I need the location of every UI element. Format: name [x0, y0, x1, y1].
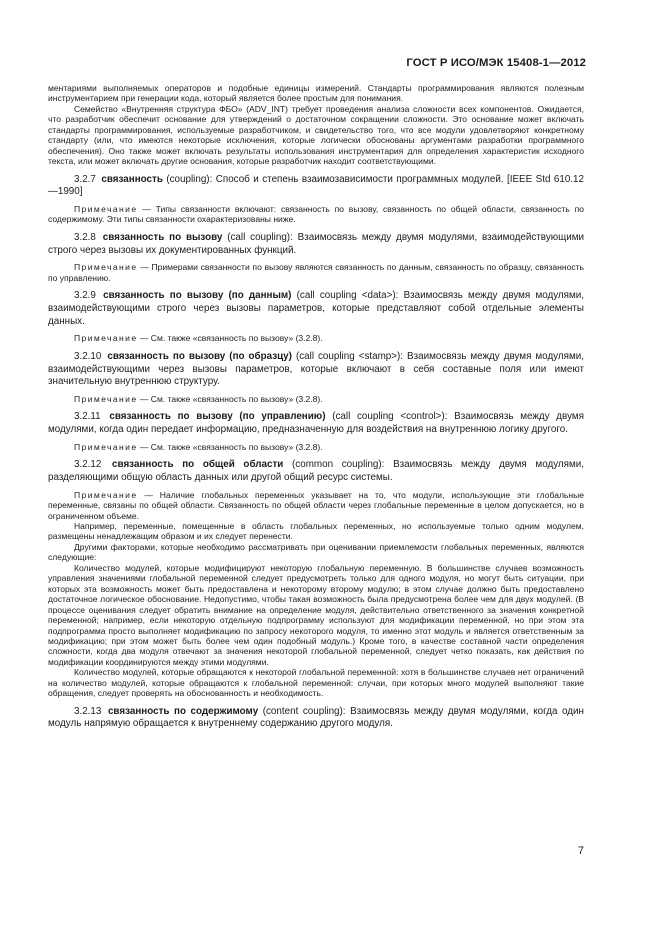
definition-number: 3.2.7 — [74, 173, 96, 185]
note-paragraph — [48, 204, 584, 225]
definition-text: (call coupling <control>): Взаимосвязь между двумя модулями, когда один передает информацию, предназначенную для воздействия на внутреннюю логику другого. — [48, 411, 584, 436]
defined-term: связанность по вызову (по данным) — [103, 290, 292, 302]
definition-number: 3.2.10 — [74, 350, 102, 362]
body-paragraph: Количество модулей, которые модифицируют некоторую глобальную переменную. В большинстве случаев возможность управления значениями глобальной переменной следует предусмотреть только для одного модуля, но могут быть ситуации, при которых эта возможность может быть предоставлена и некоторому второму модулю; в этом случае должно быть предоставлено достаточное логическое обоснование. Недопустимо, чтобы такая возможность была предусмотрена более чем для двух модулей. (В процессе оценивания следует обратить внимание на определение модуля, действительно ответственного за значения конкретной переменной; например, если некоторую отдельную подпрограмму используют для модификации переменной, но при этом эта подпрограмма просто выполняет модификацию по запросу некоторого модуля, то именно этот модуль и является ответственным за модификацию; при этом может быть более чем один подобный модуль.) Кроме того, в качестве составной части определения сложности, когда два модуля отвечают за значения некоторой глобальной переменной, следует четко показать, как действия по модификации координируются между этими модулями. — [48, 562, 584, 667]
term-definition — [48, 706, 584, 731]
term-definition — [48, 290, 584, 328]
standard-code-header: ГОСТ Р ИСО/МЭК 15408-1—2012 — [406, 57, 586, 69]
definition-text: (common coupling): Взаимосвязь между двумя модулями, разделяющими общую область данных или другой общий ресурс системы. — [48, 459, 584, 483]
body-paragraph: Например, переменные, помещенные в область глобальных переменных, но используемые только одним модулем, размещены ненадлежащим образом и их следует перенести. — [48, 521, 584, 542]
defined-term: связанность по общей области — [112, 459, 284, 471]
note-label: Примечание — [74, 441, 138, 452]
defined-term: связанность — [101, 173, 163, 185]
definition-text: (call coupling): Взаимосвязь между двумя модулями, взаимодействующими строго через вызовы их документированных функций. — [48, 231, 584, 256]
page-number: 7 — [577, 845, 584, 857]
definition-number: 3.2.13 — [74, 705, 102, 717]
note-label: Примечание — [74, 489, 138, 500]
note-text: — Примерами связанности по вызову являются связанность по данным, связанность по образцу, связанность по управлению. — [48, 262, 585, 283]
note-paragraph — [48, 442, 584, 452]
definition-number: 3.2.12 — [74, 459, 102, 471]
note-paragraph — [48, 394, 584, 404]
term-definition — [48, 232, 584, 257]
note-paragraph — [48, 333, 584, 343]
note-label: Примечание — [74, 262, 138, 273]
term-definition — [48, 411, 584, 436]
note-label: Примечание — [74, 204, 138, 215]
body-paragraph: Семейство «Внутренняя структура ФБО» (ADV_INT) требует проведения анализа сложности всех компонентов. Ожидается, что разработчик обеспечит основание для утверждений о достаточном сокращении сложности. Это основание может включать стандарты программирования, используемые разработчиком, и свидетельство того, что все модули удовлетворяют конкретному стандарту (или, что имеются некоторые исключения, которые логически обоснованы аргументами разработки программного обеспечения). Оно также может включать результаты использования инструментария для определения характеристик исходного текста, или может включать другие основания, которые разработчик находит соответствующими. — [48, 103, 584, 167]
definition-text: (coupling): Способ и степень взаимозависимости программных модулей. [IEEE Std 610.12—1990] — [48, 173, 584, 198]
note-text: — См. также «связанность по вызову» (3.2.8). — [139, 333, 323, 344]
note-paragraph — [48, 262, 584, 283]
body-paragraph: Количество модулей, которые обращаются к некоторой глобальной переменной: хотя в большинстве случаев нет ограничений на количество модулей, которые обращаются к глобальной переменной: случаи, при которых много модулей выполняют такие обращения, следует проверять на обоснованность и необходимость. — [48, 667, 584, 699]
term-definition — [48, 459, 584, 484]
body-paragraph: ментариями выполняемых операторов и подобные единицы измерений. Стандарты программирования являются полезным инструментарием при генерации кода, который является более простым для понимания. — [48, 83, 584, 104]
definition-text: (content coupling): Взаимосвязь между двумя модулями, когда один модуль напрямую обращается к внутреннему содержанию другого модуля. — [48, 705, 584, 730]
definition-number: 3.2.9 — [74, 290, 96, 302]
defined-term: связанность по вызову (по управлению) — [109, 411, 326, 423]
note-text: — См. также «связанность по вызову» (3.2.8). — [139, 441, 323, 452]
definition-number: 3.2.11 — [74, 411, 101, 423]
term-definition — [48, 174, 584, 199]
note-text: — Типы связанности включают: связанность по вызову, связанность по общей области, связанность по содержимому. Эти типы связанности охарактеризованы ниже. — [48, 204, 584, 225]
defined-term: связанность по вызову (по образцу) — [107, 350, 292, 362]
note-label: Примечание — [74, 393, 138, 404]
document-body — [48, 83, 584, 736]
definition-number: 3.2.8 — [74, 231, 96, 243]
definition-text: (call coupling <stamp>): Взаимосвязь между двумя модулями, взаимодействующими через вызовы параметров, которые включают в себя составные поля или имеют значительную внутреннюю структуру. — [48, 350, 584, 388]
note-text: — Наличие глобальных переменных указывает на то, что модули, использующие эти глобальные переменные, связаны по общей области. Связанность по общей области через глобальные переменные в целом допускается, но в ограниченном объеме. — [48, 489, 585, 521]
definition-text: (call coupling <data>): Взаимосвязь между двумя модулями, взаимодействующими строго через вызовы параметров, которые представляют собой отдельные элементы данных. — [48, 290, 584, 327]
note-paragraph — [48, 490, 584, 521]
term-definition — [48, 351, 584, 389]
defined-term: связанность по вызову — [102, 231, 223, 243]
note-text: — См. также «связанность по вызову» (3.2.8). — [139, 393, 323, 404]
body-paragraph: Другими факторами, которые необходимо рассматривать при оценивании приемлемости глобальных переменных, являются следующие: — [48, 541, 584, 563]
defined-term: связанность по содержимому — [107, 705, 259, 717]
note-label: Примечание — [74, 333, 138, 344]
